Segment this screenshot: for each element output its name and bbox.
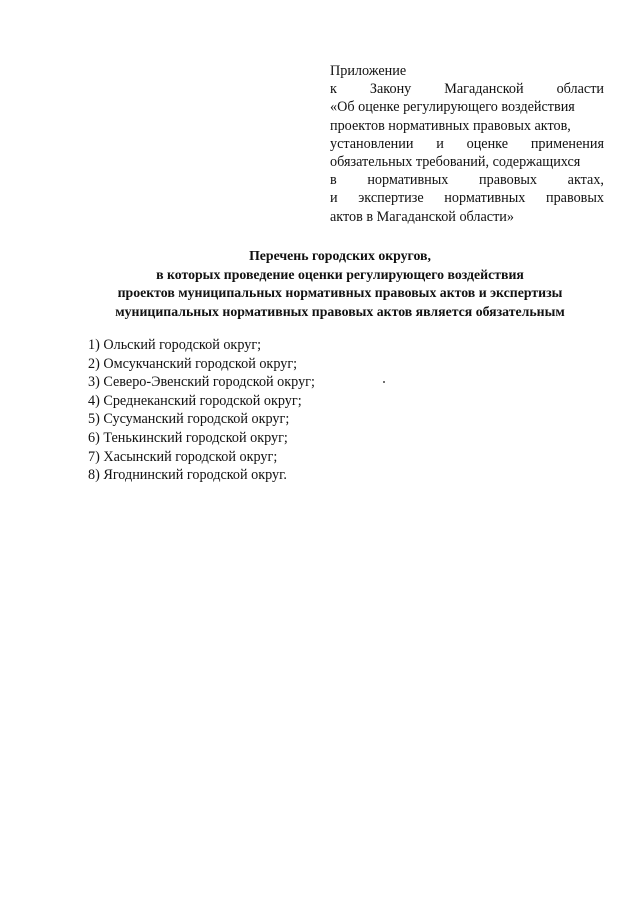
list-item: 8) Ягоднинский городской округ. bbox=[88, 467, 287, 484]
appendix-word: установлении bbox=[330, 135, 414, 152]
appendix-line-8 bbox=[330, 189, 604, 207]
appendix-header bbox=[330, 62, 604, 226]
appendix-word: оценке bbox=[466, 135, 509, 152]
appendix-word: правовых bbox=[479, 172, 538, 189]
appendix-word: и bbox=[330, 190, 338, 207]
title-line-1: Перечень городских округов, bbox=[249, 248, 431, 263]
list-item: 7) Хасынский городской округ; bbox=[88, 448, 278, 465]
list-item: 3) Северо-Эвенский городской округ; bbox=[88, 374, 315, 391]
appendix-word: нормативных bbox=[444, 190, 526, 207]
appendix-line-7 bbox=[330, 171, 604, 189]
appendix-line-3: «Об оценке регулирующего воздействия bbox=[330, 99, 575, 116]
appendix-word: и bbox=[436, 135, 444, 152]
title-line-3: проектов муниципальных нормативных правовых актов и экспертизы bbox=[117, 285, 563, 300]
appendix-line-5 bbox=[330, 135, 604, 153]
list-item: 5) Сусуманский городской округ; bbox=[88, 411, 290, 428]
title-line-4: муниципальных нормативных правовых актов является обязательным bbox=[115, 303, 565, 319]
appendix-word: экспертизе bbox=[358, 190, 424, 207]
list-item: 2) Омсукчанский городской округ; bbox=[88, 355, 298, 372]
list-item: 1) Ольский городской округ; bbox=[88, 337, 262, 353]
appendix-word: применения bbox=[530, 135, 604, 152]
appendix-word: актах, bbox=[567, 172, 604, 189]
appendix-word: области bbox=[556, 81, 604, 98]
appendix-label: Приложение bbox=[330, 63, 407, 79]
appendix-word: нормативных bbox=[367, 172, 449, 189]
appendix-line-2 bbox=[330, 80, 604, 98]
title-line-2: в которых проведение оценки регулирующего воздействия bbox=[156, 266, 524, 282]
appendix-word: в bbox=[330, 172, 337, 189]
appendix-line-9: актов в Магаданской области» bbox=[330, 208, 514, 225]
appendix-line-4: проектов нормативных правовых актов, bbox=[330, 117, 571, 134]
document-title bbox=[60, 247, 620, 321]
appendix-word: к bbox=[330, 81, 337, 98]
list-item: 4) Среднеканский городской округ; bbox=[88, 392, 302, 409]
appendix-word: Магаданской bbox=[444, 81, 524, 98]
scan-speck bbox=[383, 381, 385, 383]
list-item: 6) Тенькинский городской округ; bbox=[88, 429, 288, 446]
appendix-word: правовых bbox=[545, 190, 604, 207]
district-list bbox=[88, 336, 315, 485]
appendix-word: Закону bbox=[369, 81, 412, 98]
appendix-line-6: обязательных требований, содержащихся bbox=[330, 154, 581, 171]
